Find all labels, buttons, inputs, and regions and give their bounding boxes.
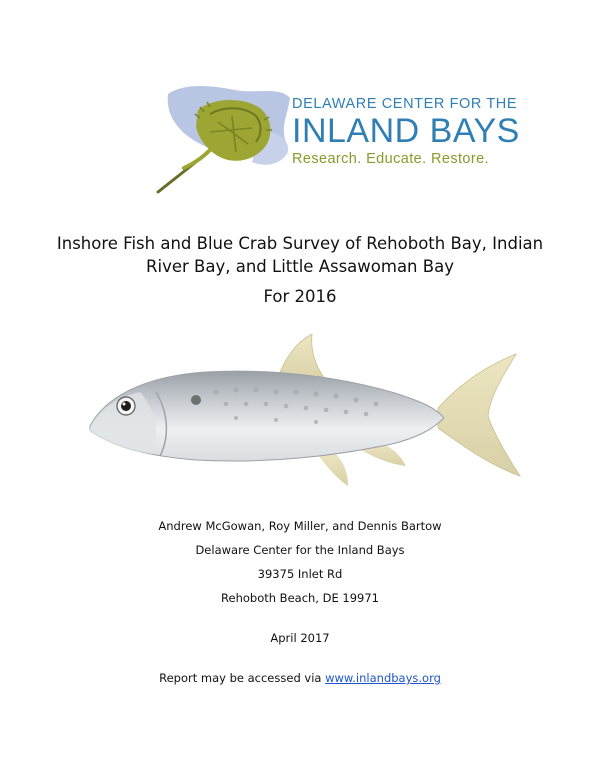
- logo-tagline: Research. Educate. Restore.: [292, 151, 489, 167]
- address-city: Rehoboth Beach, DE 19971: [221, 591, 379, 605]
- authors: Andrew McGowan, Roy Miller, and Dennis Bartow: [158, 519, 442, 533]
- address-street: 39375 Inlet Rd: [257, 567, 343, 581]
- organization-name: Delaware Center for the Inland Bays: [195, 543, 405, 557]
- logo-line-1: DELAWARE CENTER FOR THE: [292, 96, 518, 112]
- website-link[interactable]: www.inlandbays.org: [325, 671, 441, 685]
- access-text: Report may be accessed via: [159, 671, 326, 685]
- report-title-line-1: Inshore Fish and Blue Crab Survey of Rehoboth Bay, Indian: [56, 234, 544, 253]
- organization-logo: [140, 72, 520, 200]
- report-title: [40, 232, 560, 278]
- report-year: For 2016: [263, 287, 337, 306]
- fish-illustration-icon: [86, 330, 526, 500]
- logo-wordmark: [292, 96, 520, 168]
- fish-illustration: [86, 330, 526, 505]
- access-note: [40, 671, 560, 685]
- report-title-line-2: River Bay, and Little Assawoman Bay: [146, 257, 454, 276]
- report-date: April 2017: [270, 631, 330, 645]
- logo-line-2: INLAND BAYS: [292, 112, 520, 150]
